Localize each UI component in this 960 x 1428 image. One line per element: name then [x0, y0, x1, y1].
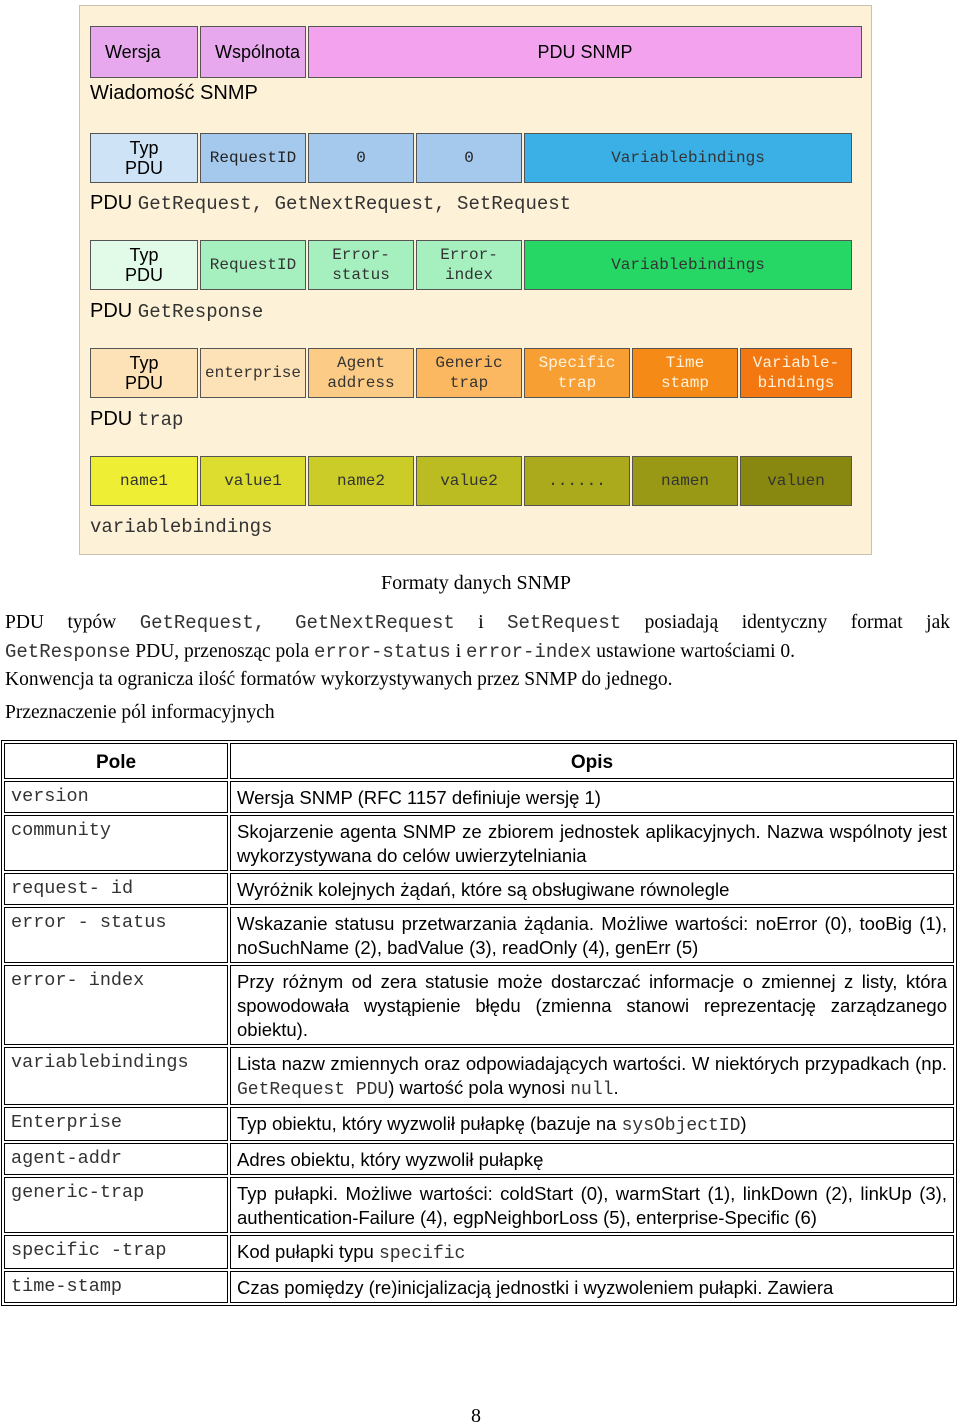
- pdu-type-box: Typ PDU: [90, 133, 198, 183]
- desc-cell: Wskazanie statusu przetwarzania żądania. Możliwe wartości: noError (0), tooBig (1), noSuchName (2), badValue (3), readOnly (4), genErr (5): [230, 907, 954, 963]
- body-paragraph: [5, 609, 950, 694]
- figure-caption: Formaty danych SNMP: [381, 572, 571, 594]
- value2-box: value2: [416, 456, 522, 506]
- name2-box: name2: [308, 456, 414, 506]
- namen-box: namen: [632, 456, 738, 506]
- getrequest-caption: PDU GetRequest, GetNextRequest, SetRequest: [90, 192, 572, 215]
- table-row: [4, 1107, 954, 1141]
- desc-cell: Czas pomiędzy (re)inicjalizacją jednostki i wyzwoleniem pułapki. Zawiera: [230, 1271, 954, 1303]
- variablebindings-row: [90, 456, 852, 506]
- getrequest-pdu-row: [90, 133, 852, 183]
- zero-box: 0: [416, 133, 522, 183]
- time-stamp-box: Time stamp: [632, 348, 738, 398]
- variablebindings-caption: variablebindings: [90, 516, 273, 538]
- snmp-format-figure: [79, 5, 872, 555]
- variablebindings-box: Variablebindings: [524, 240, 852, 290]
- enterprise-box: enterprise: [200, 348, 306, 398]
- desc-cell: Przy różnym od zera statusie może dostarczać informacje o zmiennej z listy, która spowodowała wystąpienie błędu (zmienna stanowi reprezentację zarządzanego obiektu).: [230, 965, 954, 1045]
- generic-trap-box: Generic trap: [416, 348, 522, 398]
- pdu-type-box: Typ PDU: [90, 348, 198, 398]
- fields-table: [1, 740, 957, 1306]
- field-cell: specific -trap: [4, 1235, 228, 1269]
- field-cell: Enterprise: [4, 1107, 228, 1141]
- field-cell: variablebindings: [4, 1047, 228, 1105]
- table-row: [4, 873, 954, 905]
- valuen-box: valuen: [740, 456, 852, 506]
- requestid-box: RequestID: [200, 240, 306, 290]
- table-row: [4, 781, 954, 813]
- field-cell: community: [4, 815, 228, 871]
- field-cell: time-stamp: [4, 1271, 228, 1303]
- field-cell: agent-addr: [4, 1143, 228, 1175]
- paragraph-line: GetResponse PDU, przenosząc pola error-status i error-index ustawione wartościami 0.: [5, 640, 796, 663]
- table-row: [4, 965, 954, 1045]
- table-row: [4, 1047, 954, 1105]
- pdu-snmp-box: PDU SNMP: [308, 26, 862, 78]
- agent-address-box: Agent address: [308, 348, 414, 398]
- desc-cell: Adres obiektu, który wyzwolił pułapkę: [230, 1143, 954, 1175]
- getresponse-caption: PDU GetResponse: [90, 300, 264, 323]
- desc-cell: Kod pułapki typu specific: [230, 1235, 954, 1269]
- trap-caption: PDU trap: [90, 408, 184, 431]
- trap-pdu-row: [90, 348, 852, 398]
- field-cell: version: [4, 781, 228, 813]
- variablebindings-box: Variable- bindings: [740, 348, 852, 398]
- paragraph-line: PDU typów GetRequest, GetNextRequest i SetRequest posiadają identyczny format jak: [5, 612, 950, 634]
- paragraph-line: Konwencja ta ogranicza ilość formatów wykorzystywanych przez SNMP do jednego.: [5, 669, 673, 690]
- desc-cell: Wyróżnik kolejnych żądań, które są obsługiwane równolegle: [230, 873, 954, 905]
- snmp-message-row: [90, 26, 862, 78]
- zero-box: 0: [308, 133, 414, 183]
- snmp-message-caption: Wiadomość SNMP: [90, 82, 258, 104]
- table-row: [4, 1177, 954, 1233]
- value1-box: value1: [200, 456, 306, 506]
- error-status-box: Error- status: [308, 240, 414, 290]
- getresponse-pdu-row: [90, 240, 852, 290]
- field-cell: error- index: [4, 965, 228, 1045]
- column-header-desc: Opis: [230, 743, 954, 779]
- version-box: Wersja: [90, 26, 198, 78]
- requestid-box: RequestID: [200, 133, 306, 183]
- field-cell: error - status: [4, 907, 228, 963]
- page-number: 8: [471, 1405, 481, 1427]
- field-cell: generic-trap: [4, 1177, 228, 1233]
- column-header-field: Pole: [4, 743, 228, 779]
- table-row: [4, 907, 954, 963]
- desc-cell: Lista nazw zmiennych oraz odpowiadających wartości. W niektórych przypadkach (np. GetRequest PDU) wartość pola wynosi null.: [230, 1047, 954, 1105]
- section-heading: Przeznaczenie pól informacyjnych: [5, 702, 275, 723]
- field-cell: request- id: [4, 873, 228, 905]
- desc-cell: Skojarzenie agenta SNMP ze zbiorem jednostek aplikacyjnych. Nazwa wspólnoty jest wykorzystywana do celów uwierzytelniania: [230, 815, 954, 871]
- variablebindings-box: Variablebindings: [524, 133, 852, 183]
- pdu-type-box: Typ PDU: [90, 240, 198, 290]
- community-box: Wspólnota: [200, 26, 306, 78]
- table-row: [4, 1235, 954, 1269]
- desc-cell: Typ obiektu, który wyzwolił pułapkę (bazuje na sysObjectID): [230, 1107, 954, 1141]
- desc-cell: Typ pułapki. Możliwe wartości: coldStart (0), warmStart (1), linkDown (2), linkUp (3), authentication-Failure (4), egpNeighborLoss (5), enterprise-Specific (6): [230, 1177, 954, 1233]
- specific-trap-box: Specific trap: [524, 348, 630, 398]
- ellipsis-box: ......: [524, 456, 630, 506]
- table-header-row: [4, 743, 954, 779]
- name1-box: name1: [90, 456, 198, 506]
- table-row: [4, 815, 954, 871]
- table-row: [4, 1143, 954, 1175]
- error-index-box: Error- index: [416, 240, 522, 290]
- table-row: [4, 1271, 954, 1303]
- desc-cell: Wersja SNMP (RFC 1157 definiuje wersję 1): [230, 781, 954, 813]
